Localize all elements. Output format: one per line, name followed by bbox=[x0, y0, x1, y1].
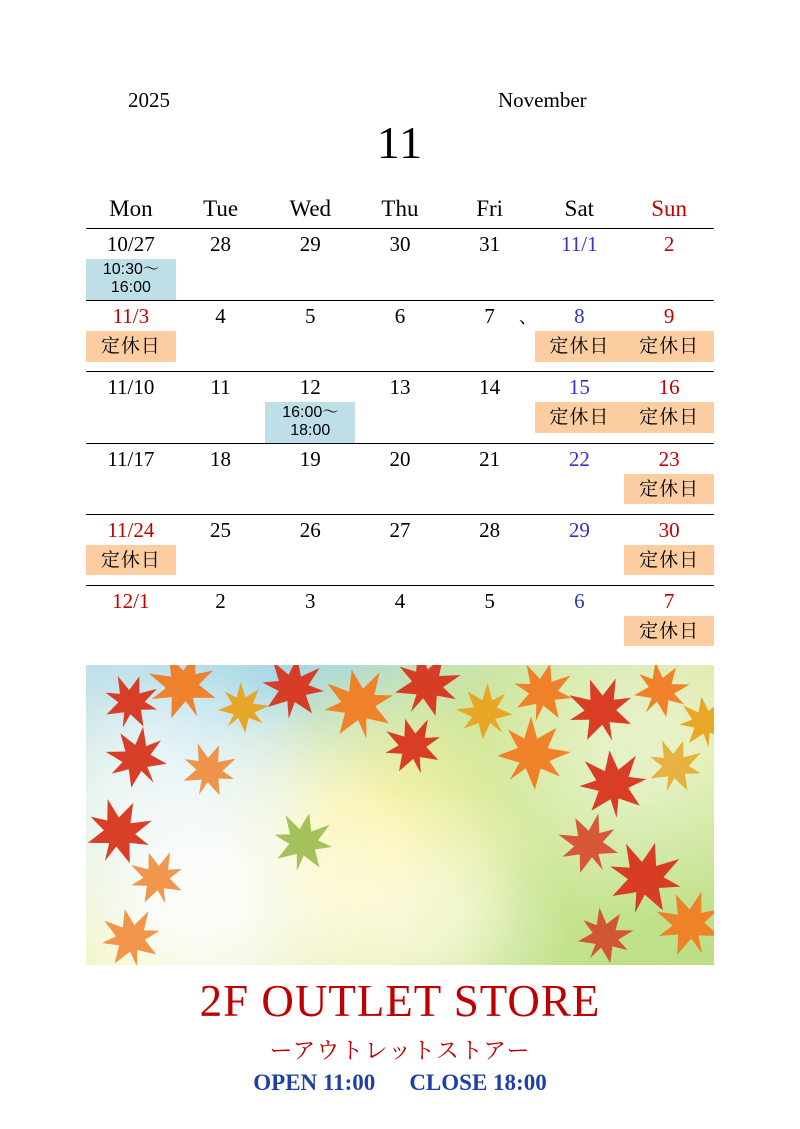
note-cell bbox=[355, 474, 445, 515]
month-number-label: 11 bbox=[376, 117, 424, 168]
note-cell bbox=[355, 616, 445, 656]
note-cell bbox=[445, 331, 535, 372]
note-cell bbox=[445, 545, 535, 586]
date-cell: 16 bbox=[658, 374, 680, 399]
date-cell: 29 bbox=[299, 232, 321, 256]
note-row bbox=[86, 402, 714, 443]
date-cell: 25 bbox=[210, 517, 232, 542]
date-cell: 19 bbox=[299, 446, 321, 471]
note-cell bbox=[86, 402, 176, 443]
hours-chip-line2: 18:00 bbox=[290, 422, 331, 440]
date-cell: 18 bbox=[210, 446, 232, 471]
date-cell: 13 bbox=[389, 374, 411, 399]
weekday-header-fri: Fri bbox=[445, 196, 535, 229]
date-cell: 11 bbox=[210, 374, 231, 399]
note-cell bbox=[176, 545, 266, 586]
date-cell: 10/27 bbox=[106, 232, 155, 256]
note-row bbox=[86, 331, 714, 372]
date-cell: 5 bbox=[305, 303, 316, 328]
note-cell bbox=[86, 474, 176, 515]
close-label: CLOSE 18:00 bbox=[409, 1070, 547, 1095]
store-hours bbox=[0, 1070, 800, 1096]
date-cell: 29 bbox=[568, 517, 590, 542]
date-cell: 6 bbox=[574, 588, 585, 613]
date-row bbox=[86, 514, 714, 545]
date-cell: 26 bbox=[299, 517, 321, 542]
note-cell bbox=[86, 331, 176, 372]
date-cell: 11/24 bbox=[107, 517, 155, 542]
date-cell: 3 bbox=[305, 588, 316, 613]
note-cell bbox=[86, 545, 176, 586]
date-cell: 30 bbox=[658, 517, 680, 542]
hours-chip-line2: 16:00 bbox=[110, 279, 151, 297]
closed-chip: 定休日 bbox=[624, 331, 714, 362]
date-cell: 21 bbox=[479, 446, 501, 471]
weekday-header-tue: Tue bbox=[176, 196, 266, 229]
note-row bbox=[86, 616, 714, 656]
date-cell: 11/3 bbox=[112, 303, 150, 328]
note-cell bbox=[624, 331, 714, 372]
note-cell bbox=[445, 402, 535, 443]
date-row bbox=[86, 371, 714, 402]
weekday-header-thu: Thu bbox=[355, 196, 445, 229]
weekday-header-row bbox=[86, 196, 714, 229]
date-cell: 28 bbox=[479, 517, 501, 542]
date-cell: 12/1 bbox=[112, 588, 150, 613]
closed-chip: 定休日 bbox=[624, 474, 714, 505]
date-cell: 8 bbox=[574, 303, 585, 328]
open-label: OPEN 11:00 bbox=[253, 1070, 376, 1095]
calendar-table bbox=[86, 196, 714, 656]
date-cell: 5 bbox=[484, 588, 495, 613]
date-cell: 7 bbox=[484, 303, 495, 328]
note-row bbox=[86, 545, 714, 586]
date-row bbox=[86, 443, 714, 474]
note-cell bbox=[535, 545, 625, 586]
note-cell bbox=[176, 616, 266, 656]
note-cell bbox=[176, 331, 266, 372]
store-title: 2F OUTLET STORE bbox=[199, 976, 601, 1026]
note-cell bbox=[535, 402, 625, 443]
date-cell: 7 bbox=[663, 588, 675, 613]
date-cell: 11/1 bbox=[561, 232, 598, 256]
note-cell bbox=[624, 474, 714, 515]
date-cell: 30 bbox=[389, 232, 411, 256]
closed-chip: 定休日 bbox=[624, 402, 714, 433]
date-row bbox=[86, 300, 714, 331]
weekday-header-mon: Mon bbox=[86, 196, 176, 229]
note-cell bbox=[445, 616, 535, 656]
year-label: 2025 bbox=[128, 88, 170, 112]
date-cell: 6 bbox=[394, 303, 406, 328]
note-cell bbox=[265, 259, 355, 300]
note-cell bbox=[86, 259, 176, 300]
note-cell bbox=[176, 474, 266, 515]
note-cell bbox=[624, 616, 714, 656]
closed-chip: 定休日 bbox=[624, 545, 714, 576]
date-cell: 15 bbox=[568, 374, 590, 399]
date-cell: 2 bbox=[215, 588, 226, 613]
note-cell bbox=[265, 616, 355, 656]
note-cell bbox=[355, 259, 445, 300]
hours-chip bbox=[265, 402, 355, 443]
closed-chip: 定休日 bbox=[535, 331, 625, 362]
note-cell bbox=[265, 331, 355, 372]
store-subtitle: ーアウトレットストアー bbox=[269, 1037, 531, 1063]
note-cell bbox=[535, 474, 625, 515]
date-row bbox=[86, 229, 714, 260]
note-cell bbox=[624, 402, 714, 443]
hours-chip-line1: 10:30〜 bbox=[102, 261, 159, 278]
date-cell: 27 bbox=[389, 517, 411, 542]
weekday-header-sat: Sat bbox=[535, 196, 625, 229]
note-cell bbox=[265, 402, 355, 443]
note-cell bbox=[355, 331, 445, 372]
note-cell bbox=[86, 616, 176, 656]
date-cell: 4 bbox=[394, 588, 406, 613]
date-cell: 2 bbox=[663, 232, 675, 256]
note-cell bbox=[445, 474, 535, 515]
closed-chip: 定休日 bbox=[86, 545, 176, 576]
autumn-photo bbox=[86, 665, 714, 965]
note-cell bbox=[265, 545, 355, 586]
note-cell bbox=[535, 331, 625, 372]
date-cell: 12 bbox=[299, 374, 321, 399]
month-name-label: November bbox=[498, 88, 587, 112]
photo-bokeh bbox=[86, 665, 714, 965]
weekday-header-sun: Sun bbox=[624, 196, 714, 229]
date-row bbox=[86, 585, 714, 616]
date-cell: 20 bbox=[389, 446, 411, 471]
note-cell bbox=[624, 545, 714, 586]
note-row bbox=[86, 474, 714, 515]
closed-chip: 定休日 bbox=[624, 616, 714, 647]
date-cell: 14 bbox=[479, 374, 501, 399]
note-cell bbox=[176, 402, 266, 443]
note-cell bbox=[445, 259, 535, 300]
date-cell: 28 bbox=[210, 232, 232, 256]
closed-chip: 定休日 bbox=[86, 331, 176, 362]
hours-chip bbox=[86, 259, 176, 300]
note-cell bbox=[265, 474, 355, 515]
note-cell bbox=[535, 259, 625, 300]
date-cell: 11/17 bbox=[107, 446, 155, 471]
weekday-header-wed: Wed bbox=[265, 196, 355, 229]
stray-mark: 、 bbox=[519, 307, 537, 327]
closed-chip: 定休日 bbox=[535, 402, 625, 433]
date-cell: 4 bbox=[215, 303, 226, 328]
note-cell bbox=[355, 545, 445, 586]
note-cell bbox=[624, 259, 714, 300]
date-cell: 22 bbox=[568, 446, 590, 471]
note-row bbox=[86, 259, 714, 300]
note-cell bbox=[535, 616, 625, 656]
date-cell: 23 bbox=[658, 446, 680, 471]
date-cell: 31 bbox=[479, 232, 501, 256]
date-cell: 9 bbox=[663, 303, 675, 328]
hours-chip-line1: 16:00〜 bbox=[282, 403, 339, 421]
note-cell bbox=[355, 402, 445, 443]
note-cell bbox=[176, 259, 266, 300]
date-cell: 11/10 bbox=[107, 374, 155, 399]
